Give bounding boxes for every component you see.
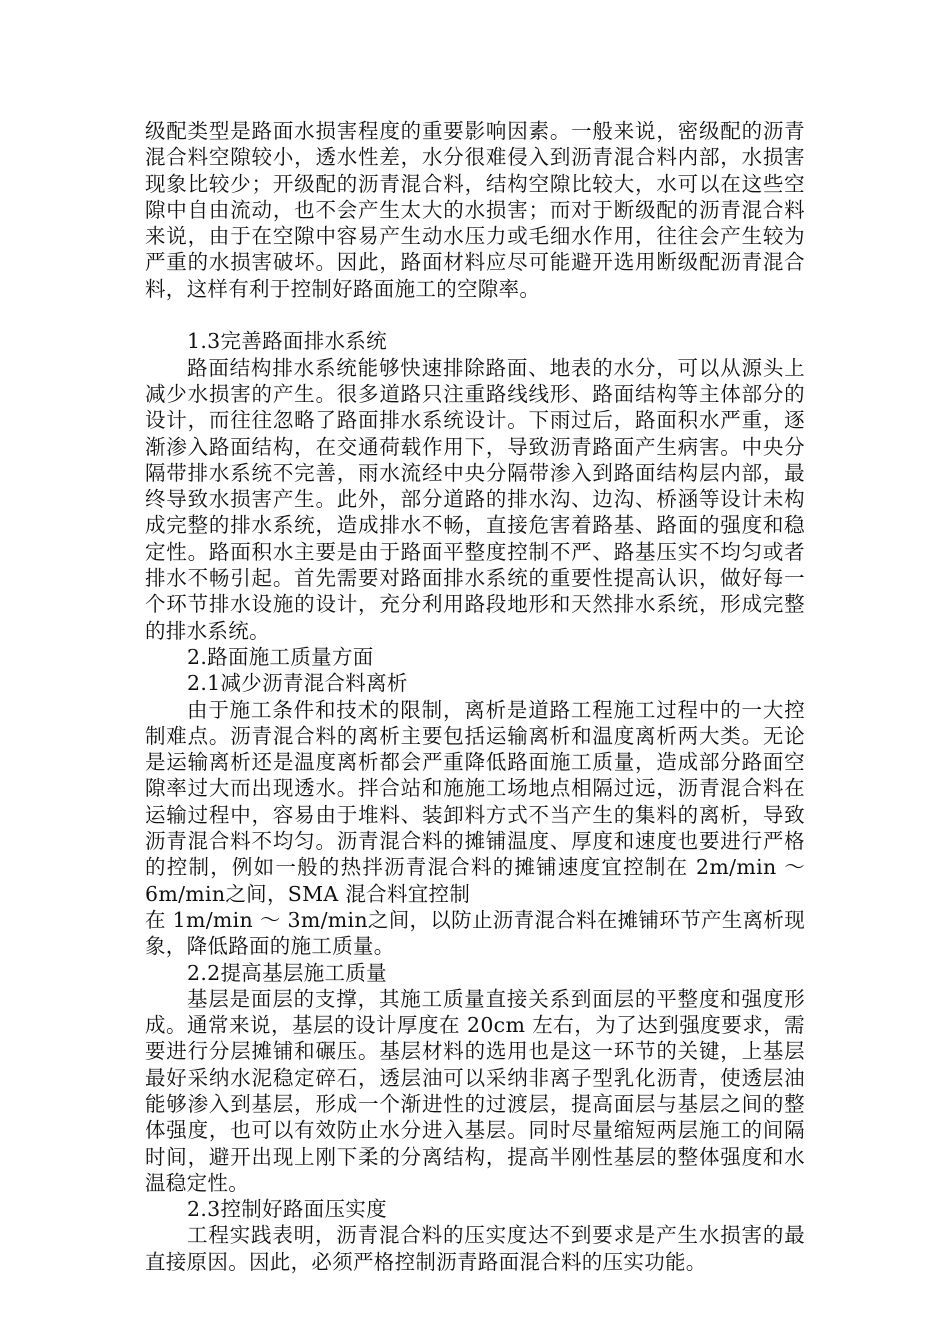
paragraph-base-layer: 基层是面层的支撑，其施工质量直接关系到面层的平整度和强度形成。通常来说，基层的设计厚度在 20cm 左右，为了达到强度要求，需要进行分层摊铺和碾压。基层材料的选用也是这一环节的关键，上基层最好采纳水泥稳定碎石，透层油可以采纳非离子型乳化沥青，使透层油能够渗入到基层，形成一个渐进性的过渡层，提高面层与基层之间的整体强度，也可以有效防止水分进入基层。同时尽量缩短两层施工的间隔时间，避开出现上刚下柔的分离结构，提高半刚性基层的整体强度和水温稳定性。 bbox=[145, 986, 805, 1195]
section-heading-2: 2.路面施工质量方面 bbox=[187, 644, 374, 669]
document-body bbox=[145, 118, 805, 1275]
section-heading-2-3: 2.3控制好路面压实度 bbox=[187, 1197, 387, 1222]
section-heading-2-1: 2.1减少沥青混合料离析 bbox=[187, 671, 408, 696]
paragraph-gradation: 级配类型是路面水损害程度的重要影响因素。一般来说，密级配的沥青混合料空隙较小，透水性差，水分很难侵入到沥青混合料内部，水损害现象比较少；开级配的沥青混合料，结构空隙比较大，水可以在这些空隙中自由流动，也不会产生太大的水损害；而对于断级配的沥青混合料来说，由于在空隙中容易产生动水压力或毛细水作用，往往会产生较为严重的水损害破坏。因此，路面材料应尽可能避开选用断级配沥青混合料，这样有利于控制好路面施工的空隙率。 bbox=[145, 119, 805, 301]
paragraph-segregation: 由于施工条件和技术的限制，离析是道路工程施工过程中的一大控制难点。沥青混合料的离析主要包括运输离析和温度离析两大类。无论是运输离析还是温度离析都会严重降低路面施工质量，造成部分路面空隙率过大而出现透水。拌合站和施施工场地点相隔过远，沥青混合料在运输过程中，容易由于堆料、装卸料方式不当产生的集料的离析，导致沥青混合料不均匀。沥青混合料的摊铺温度、厚度和速度也要进行严格的控制，例如一般的热拌沥青混合料的摊铺速度宜控制在 2m/min ～ 6m/min之间，SMA 混合料宜控制 bbox=[145, 697, 805, 906]
paragraph-gap bbox=[145, 302, 805, 328]
paragraph-compaction: 工程实践表明，沥青混合料的压实度达不到要求是产生水损害的最直接原因。因此，必须严格控制沥青路面混合料的压实功能。 bbox=[145, 1223, 805, 1274]
section-heading-1-3: 1.3完善路面排水系统 bbox=[187, 329, 387, 354]
section-heading-2-2: 2.2提高基层施工质量 bbox=[187, 960, 387, 985]
paragraph-segregation-continued: 在 1m/min ～ 3m/min之间，以防止沥青混合料在摊铺环节产生离析现象，降低路面的施工质量。 bbox=[145, 907, 805, 959]
paragraph-drainage: 路面结构排水系统能够快速排除路面、地表的水分，可以从源头上减少水损害的产生。很多道路只注重路线线形、路面结构等主体部分的设计，而往往忽略了路面排水系统设计。下雨过后，路面积水严重，逐渐渗入路面结构，在交通荷载作用下，导致沥青路面产生病害。中央分隔带排水系统不完善，雨水流经中央分隔带渗入到路面结构层内部，最终导致水损害产生。此外，部分道路的排水沟、边沟、桥涵等设计未构成完整的排水系统，造成排水不畅，直接危害着路基、路面的强度和稳定性。路面积水主要是由于路面平整度控制不严、路基压实不均匀或者排水不畅引起。首先需要对路面排水系统的重要性提高认识，做好每一个环节排水设施的设计，充分利用路段地形和天然排水系统，形成完整的排水系统。 bbox=[145, 355, 805, 643]
